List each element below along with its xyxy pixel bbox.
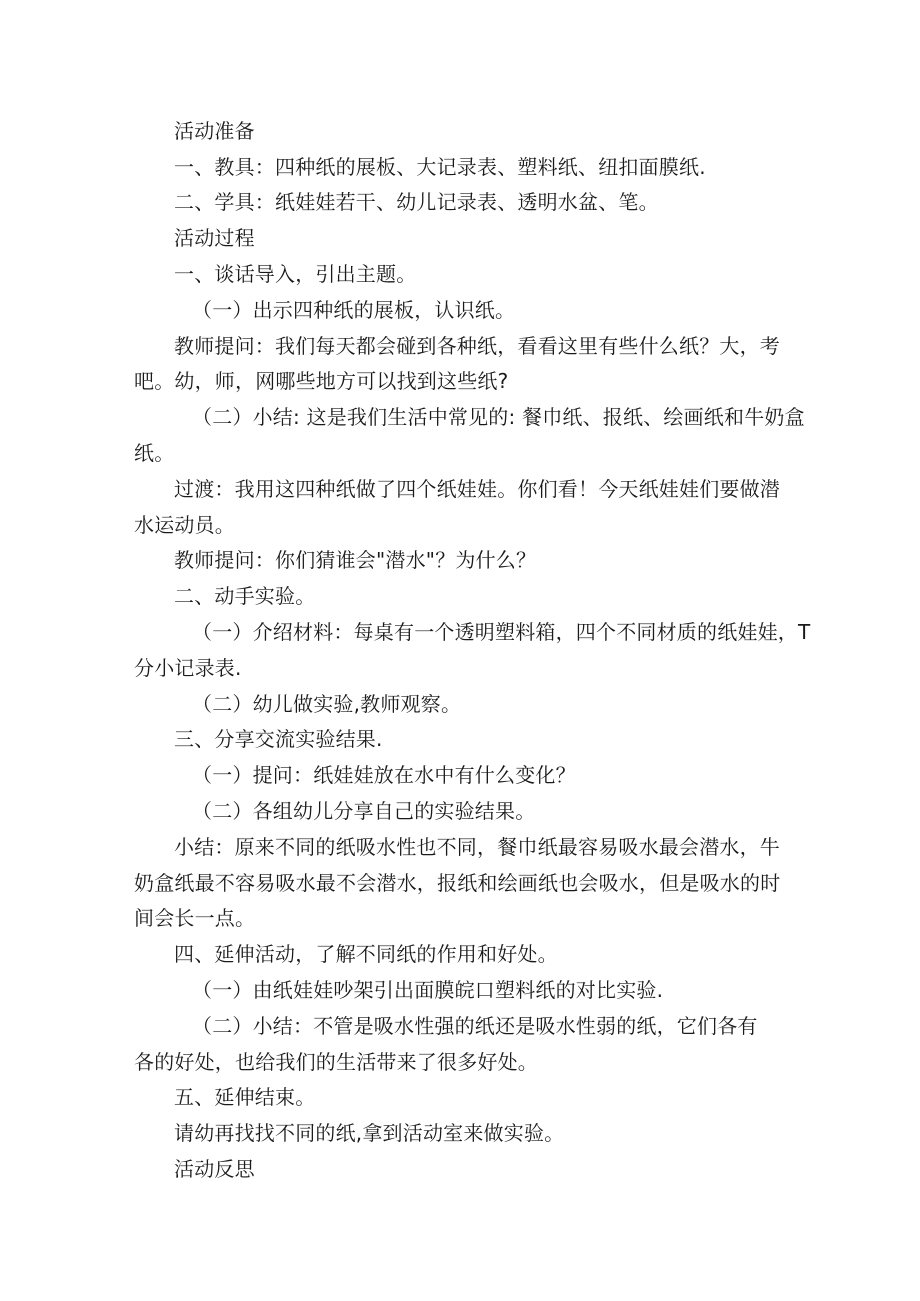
paragraph-line: 教师提问：我们每天都会碰到各种纸，看看这里有些什么纸？大，考 bbox=[174, 334, 780, 358]
paragraph-line: 水运动员。 bbox=[134, 513, 235, 537]
paragraph-line: 间会长一点。 bbox=[134, 906, 256, 930]
paragraph-line: 各的好处，也给我们的生活带来了很多好处。 bbox=[134, 1050, 538, 1074]
paragraph-line: （一）由纸娃娃吵架引出面膜皖口塑料纸的对比实验. bbox=[192, 978, 664, 1002]
heading-activity-reflection: 活动反思 bbox=[174, 1157, 255, 1181]
paragraph-line: 小结：原来不同的纸吸水性也不同，餐巾纸最容易吸水最会潜水，牛 bbox=[174, 835, 780, 859]
paragraph-line: 过渡：我用这四种纸做了四个纸娃娃。你们看！今天纸娃娃们要做潜 bbox=[174, 477, 780, 501]
paragraph-line: （一）介绍材料：每桌有一个透明塑料箱，四个不同材质的纸娃娃，T bbox=[192, 620, 811, 644]
paragraph-line: 二、动手实验。 bbox=[174, 584, 316, 608]
paragraph-line: 二、学具：纸娃娃若干、幼儿记录表、透明水盆、笔。 bbox=[174, 190, 659, 214]
paragraph-line: （二）小结: 这是我们生活中常见的: 餐巾纸、报纸、绘画纸和牛奶盒 bbox=[192, 405, 805, 429]
paragraph-line: 分小记录表. bbox=[134, 656, 242, 680]
paragraph-line: 一、谈话导入，引出主题。 bbox=[174, 262, 417, 286]
paragraph-line: 请幼再找找不同的纸,拿到活动室来做实验。 bbox=[174, 1121, 565, 1145]
heading-activity-process: 活动过程 bbox=[174, 226, 255, 250]
paragraph-line: （一）提问：纸娃娃放在水中有什么变化？ bbox=[192, 763, 576, 787]
paragraph-line: 吧。幼，师，网哪些地方可以找到这些纸? bbox=[134, 369, 509, 393]
paragraph-line: 四、延伸活动，了解不同纸的作用和好处。 bbox=[174, 942, 558, 966]
paragraph-line: 一、教具：四种纸的展板、大记录表、塑料纸、纽扣面膜纸. bbox=[174, 155, 706, 179]
paragraph-line: （二）小结：不管是吸水性强的纸还是吸水性弱的纸，它们各有 bbox=[192, 1014, 758, 1038]
heading-activity-preparation: 活动准备 bbox=[174, 119, 255, 143]
paragraph-line: 三、分享交流实验结果. bbox=[174, 727, 383, 751]
paragraph-line: （二）各组幼儿分享自己的实验结果。 bbox=[192, 799, 536, 823]
paragraph-line: 奶盒纸最不容易吸水最不会潜水，报纸和绘画纸也会吸水，但是吸水的时 bbox=[134, 871, 781, 895]
paragraph-line: （二）幼儿做实验,教师观察。 bbox=[192, 692, 462, 716]
paragraph-line: 教师提问：你们猜谁会"潜水"？为什么？ bbox=[174, 548, 537, 572]
paragraph-line: （一）出示四种纸的展板，认识纸。 bbox=[192, 298, 516, 322]
paragraph-line: 纸。 bbox=[134, 441, 175, 465]
paragraph-line: 五、延伸结束。 bbox=[174, 1085, 316, 1109]
